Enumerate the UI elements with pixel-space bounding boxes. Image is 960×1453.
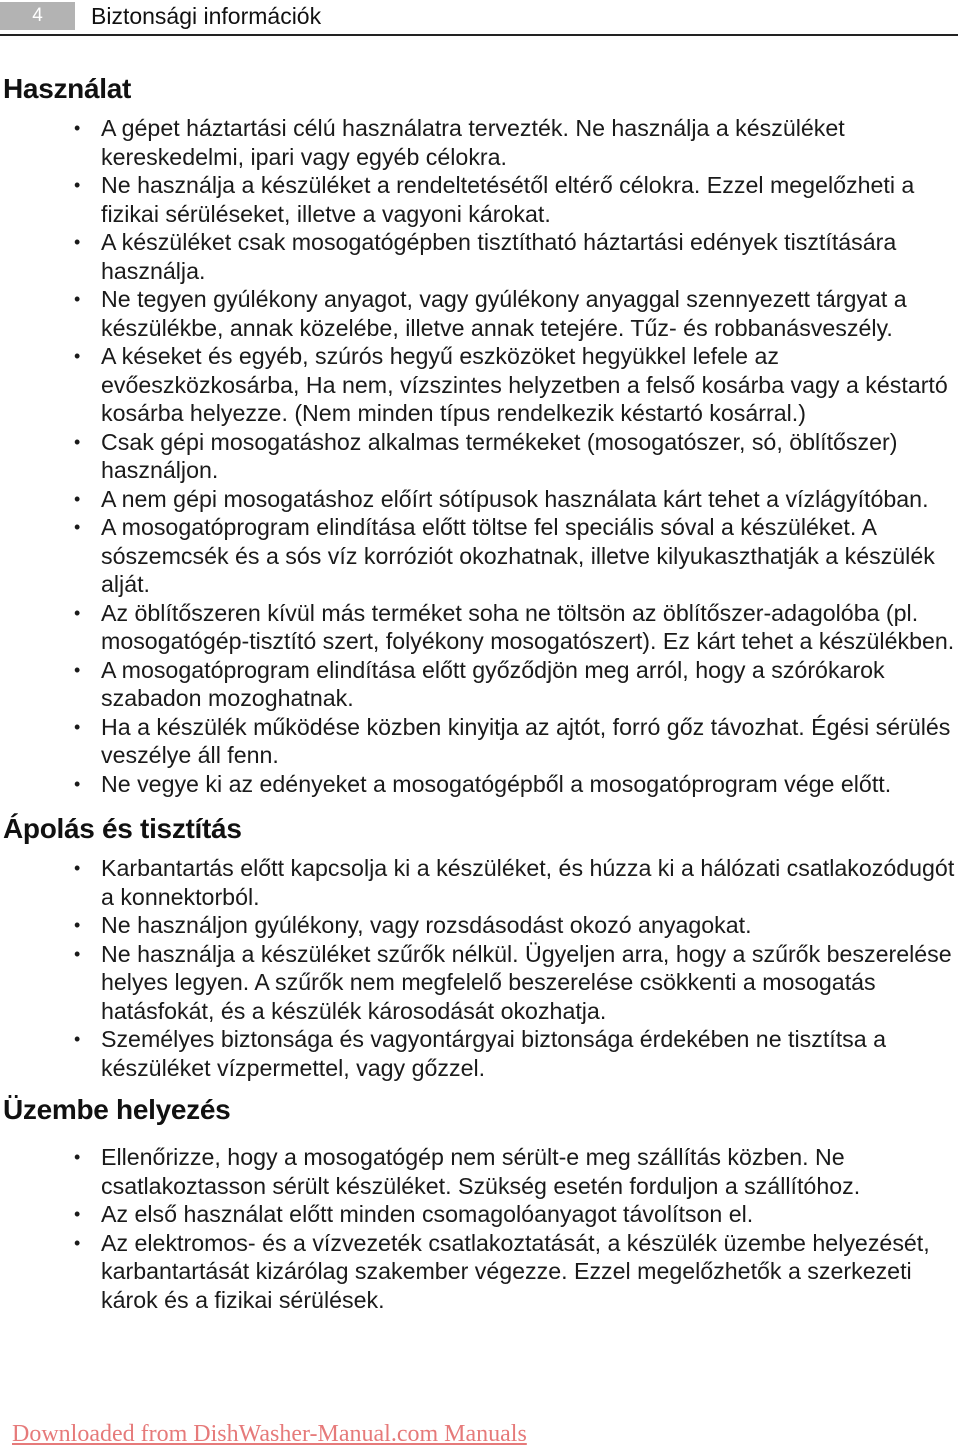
page-header (0, 0, 960, 36)
list-item: • Ellenőrizze, hogy a mosogatógép nem sérült-e meg szállítás közben. Ne csatlakoztasson sérült készüléket. Szükség esetén forduljon a szállítóhoz. (0, 1143, 960, 1200)
list-item: • A mosogatóprogram elindítása előtt győződjön meg arról, hogy a szórókarok szabadon mozoghatnak. (0, 656, 960, 713)
list-item: • Az elektromos- és a vízvezeték csatlakoztatását, a készülék üzembe helyezését, karbantartását kizárólag szakember végezze. Ezzel megelőzhetők a szerkezeti károk és a fizikai sérülések. (0, 1229, 960, 1315)
bullet-list (0, 1143, 960, 1314)
list-item: • Személyes biztonsága és vagyontárgyai biztonsága érdekében ne tisztítsa a készüléket vízpermettel, vagy gőzzel. (0, 1025, 960, 1082)
section-uzembe-helyezes (0, 1093, 960, 1314)
header-divider (0, 34, 958, 36)
section-apolas-es-tisztitas (0, 812, 960, 1082)
list-item: • Az első használat előtt minden csomagolóanyagot távolítson el. (0, 1200, 960, 1229)
section-hasznalat (0, 72, 960, 798)
list-item: • Karbantartás előtt kapcsolja ki a készüléket, és húzza ki a hálózati csatlakozódugót a konnektorból. (0, 854, 960, 911)
bullet-list (0, 114, 960, 798)
page-number-badge: 4 (0, 2, 75, 30)
list-item: • Ne használjon gyúlékony, vagy rozsdásodást okozó anyagokat. (0, 911, 960, 940)
list-item: • Ne vegye ki az edényeket a mosogatógépből a mosogatóprogram vége előtt. (0, 770, 960, 799)
section-heading: Használat (3, 73, 132, 104)
list-item: • Ne használja a készüléket szűrők nélkül. Ügyeljen arra, hogy a szűrők beszerelése helyes legyen. A szűrők nem megfelelő beszerelése csökkenti a mosogatás hatásfokát, és a készülék károsodását okozhatja. (0, 940, 960, 1026)
list-item: • A nem gépi mosogatáshoz előírt sótípusok használata kárt tehet a vízlágyítóban. (0, 485, 960, 514)
download-source-link[interactable]: Downloaded from DishWasher-Manual.com Manuals (12, 1421, 527, 1447)
list-item: • Az öblítőszeren kívül más terméket soha ne töltsön az öblítőszer-adagolóba (pl. mosogatógép-tisztító szert, folyékony mosogatószert). Ez kárt tehet a készülékben. (0, 599, 960, 656)
section-heading: Üzembe helyezés (3, 1094, 231, 1125)
list-item: • A készüléket csak mosogatógépben tisztítható háztartási edények tisztítására használja. (0, 228, 960, 285)
list-item: • Ha a készülék működése közben kinyitja az ajtót, forró gőz távozhat. Égési sérülés veszélye áll fenn. (0, 713, 960, 770)
bullet-list (0, 854, 960, 1082)
list-item: • Csak gépi mosogatáshoz alkalmas termékeket (mosogatószer, só, öblítőszer) használjon. (0, 428, 960, 485)
list-item: • A gépet háztartási célú használatra tervezték. Ne használja a készüléket kereskedelmi, ipari vagy egyéb célokra. (0, 114, 960, 171)
main-content (0, 72, 960, 1314)
list-item: • Ne tegyen gyúlékony anyagot, vagy gyúlékony anyaggal szennyezett tárgyat a készülékbe, annak közelébe, illetve annak tetejére. Tűz- és robbanásveszély. (0, 285, 960, 342)
list-item: • A késeket és egyéb, szúrós hegyű eszközöket hegyükkel lefele az evőeszközkosárba, Ha nem, vízszintes helyzetben a felső kosárba vagy a késtartó kosárba helyezze. (Nem minden típus rendelkezik késtartó kosárral.) (0, 342, 960, 428)
list-item: • A mosogatóprogram elindítása előtt töltse fel speciális sóval a készüléket. A sószemcsék és a sós víz korróziót okozhatnak, illetve kilyukaszthatják a készülék alját. (0, 513, 960, 599)
list-item: • Ne használja a készüléket a rendeltetésétől eltérő célokra. Ezzel megelőzheti a fizikai sérüléseket, illetve a vagyoni károkat. (0, 171, 960, 228)
section-heading: Ápolás és tisztítás (3, 813, 242, 844)
page-header-title: Biztonsági információk (91, 3, 322, 29)
